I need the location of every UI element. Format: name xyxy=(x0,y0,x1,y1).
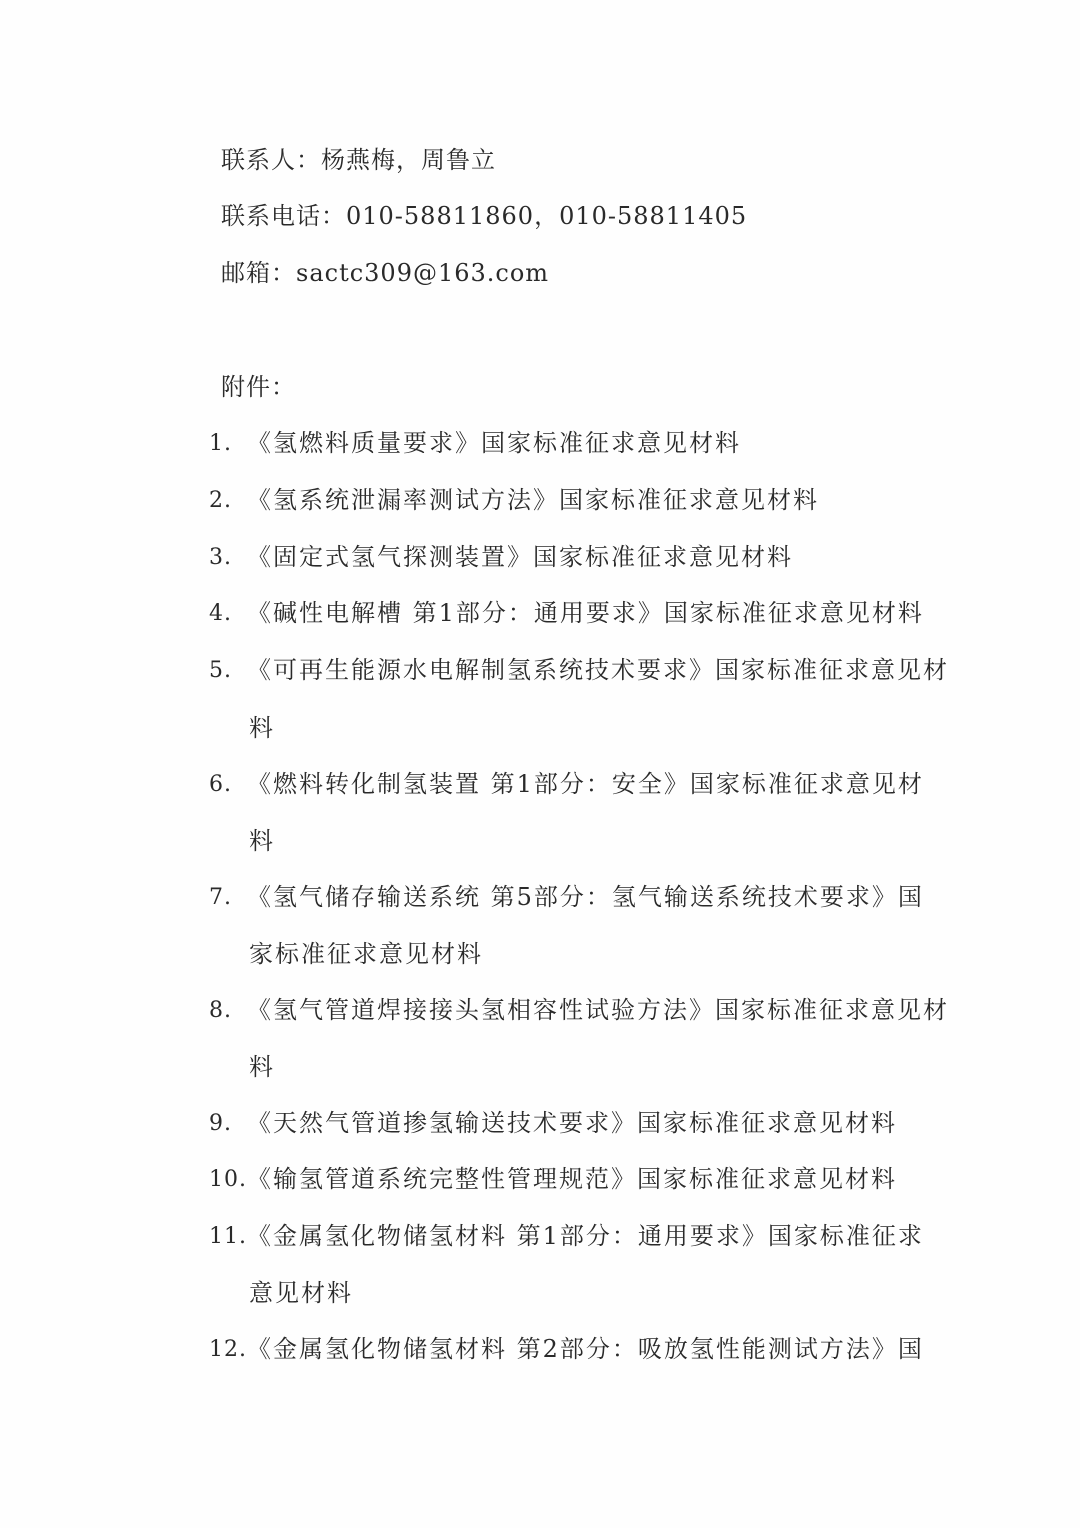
attachment-title: 《氢燃料质量要求》国家标准征求意见材料 xyxy=(247,429,741,457)
attachment-title-continued: 料 xyxy=(249,714,275,742)
attachment-title-continued: 料 xyxy=(249,1053,275,1081)
attachment-number: 1. xyxy=(209,431,232,456)
attachment-number: 10. xyxy=(209,1167,247,1192)
attachment-number: 3. xyxy=(209,545,232,570)
attachment-title: 《输氢管道系统完整性管理规范》国家标准征求意见材料 xyxy=(247,1165,897,1193)
attachment-number: 8. xyxy=(209,998,232,1023)
attachment-title: 《金属氢化物储氢材料 第1部分：通用要求》国家标准征求 xyxy=(247,1222,924,1250)
attachment-title-continued: 意见材料 xyxy=(249,1279,353,1307)
attachment-title: 《碱性电解槽 第1部分：通用要求》国家标准征求意见材料 xyxy=(247,599,924,627)
contact-email: 邮箱：sactc309@163.com xyxy=(221,259,550,287)
attachment-title: 《氢系统泄漏率测试方法》国家标准征求意见材料 xyxy=(247,486,819,514)
attachment-title: 《氢气储存输送系统 第5部分：氢气输送系统技术要求》国 xyxy=(247,883,924,911)
attachment-title: 《氢气管道焊接接头氢相容性试验方法》国家标准征求意见材 xyxy=(247,996,949,1024)
attachment-number: 9. xyxy=(209,1111,232,1136)
attachments-heading: 附件： xyxy=(221,373,296,401)
attachment-title: 《固定式氢气探测装置》国家标准征求意见材料 xyxy=(247,543,793,571)
contact-phone: 联系电话：010-58811860，010-58811405 xyxy=(221,202,748,230)
attachment-title-continued: 家标准征求意见材料 xyxy=(249,940,483,968)
attachment-number: 4. xyxy=(209,601,232,626)
attachment-number: 5. xyxy=(209,658,232,683)
attachment-title: 《天然气管道掺氢输送技术要求》国家标准征求意见材料 xyxy=(247,1109,897,1137)
attachment-number: 7. xyxy=(209,885,232,910)
attachment-number: 11. xyxy=(209,1224,247,1249)
contact-person: 联系人：杨燕梅，周鲁立 xyxy=(221,146,496,174)
attachment-title-continued: 料 xyxy=(249,827,275,855)
attachment-number: 2. xyxy=(209,488,232,513)
attachment-number: 6. xyxy=(209,772,232,797)
attachment-title: 《燃料转化制氢装置 第1部分：安全》国家标准征求意见材 xyxy=(247,770,924,798)
attachment-title: 《可再生能源水电解制氢系统技术要求》国家标准征求意见材 xyxy=(247,656,949,684)
attachment-title: 《金属氢化物储氢材料 第2部分：吸放氢性能测试方法》国 xyxy=(247,1335,924,1363)
attachment-number: 12. xyxy=(209,1337,247,1362)
